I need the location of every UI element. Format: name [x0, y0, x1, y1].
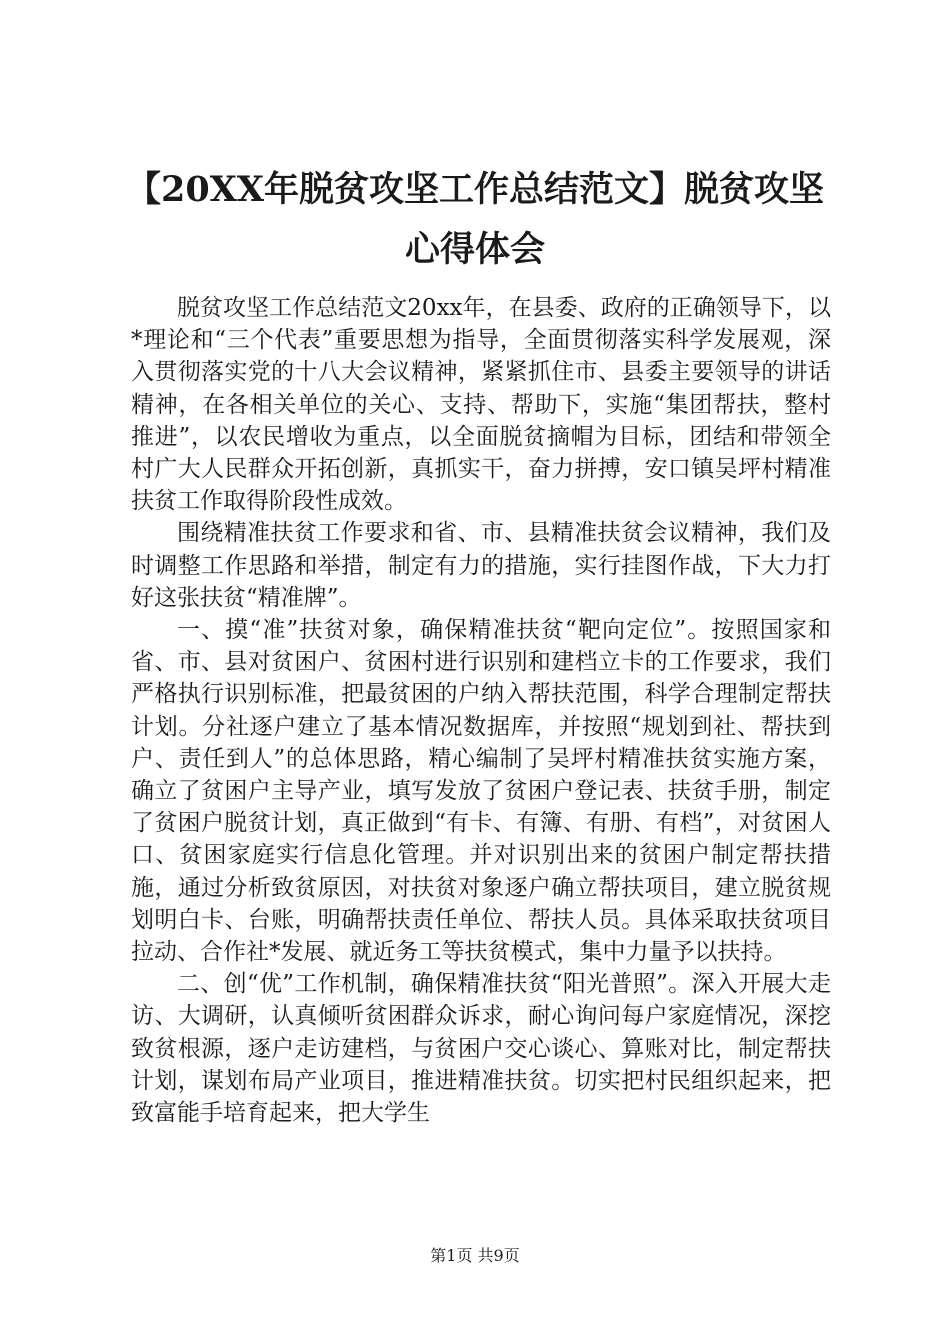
document-title: 【20XX年脱贫攻坚工作总结范文】脱贫攻坚心得体会 [125, 169, 825, 270]
paragraph-section-two: 二、创“优”工作机制，确保精准扶贫“阳光普照”。深入开展大走访、大调研，认真倾听贫困群众诉求，耐心询问每户家庭情况，深挖致贫根源，逐户走访建档，与贫困户交心谈心、算账对比，制定帮扶计划，谋划布局产业项目，推进精准扶贫。切实把村民组织起来，把致富能手培育起来，把大学生 [131, 971, 831, 1127]
document-body [131, 292, 831, 1129]
page-footer: 第1页 共9页 [430, 1246, 520, 1265]
paragraph-section-one: 一、摸“准”扶贫对象，确保精准扶贫“靶向定位”。按照国家和省、市、县对贫困户、贫困村进行识别和建档立卡的工作要求，我们严格执行识别标准，把最贫困的户纳入帮扶范围，科学合理制定帮扶计划。分社逐户建立了基本情况数据库，并按照“规划到社、帮扶到户、责任到人”的总体思路，精心编制了吴坪村精准扶贫实施方案，确立了贫困户主导产业，填写发放了贫困户登记表、扶贫手册，制定了贫困户脱贫计划，真正做到“有卡、有簿、有册、有档”，对贫困人口、贫困家庭实行信息化管理。并对识别出来的贫困户制定帮扶措施，通过分析致贫原因，对扶贫对象逐户确立帮扶项目，建立脱贫规划明白卡、台账，明确帮扶责任单位、帮扶人员。具体采取扶贫项目拉动、合作社*发展、就近务工等扶贫模式，集中力量予以扶持。 [131, 617, 831, 966]
paragraph-intro: 脱贫攻坚工作总结范文20xx年，在县委、政府的正确领导下，以*理论和“三个代表”重要思想为指导，全面贯彻落实科学发展观，深入贯彻落实党的十八大会议精神，紧紧抓住市、县委主要领导的讲话精神，在各相关单位的关心、支持、帮助下，实施“集团帮扶，整村推进”，以农民增收为重点，以全面脱贫摘帽为目标，团结和带领全村广大人民群众开拓创新，真抓实干，奋力拼搏，安口镇吴坪村精准扶贫工作取得阶段性成效。 [131, 295, 831, 515]
paragraph-overview: 围绕精准扶贫工作要求和省、市、县精准扶贫会议精神，我们及时调整工作思路和举措，制定有力的措施，实行挂图作战，下大力打好这张扶贫“精准牌”。 [131, 520, 831, 611]
